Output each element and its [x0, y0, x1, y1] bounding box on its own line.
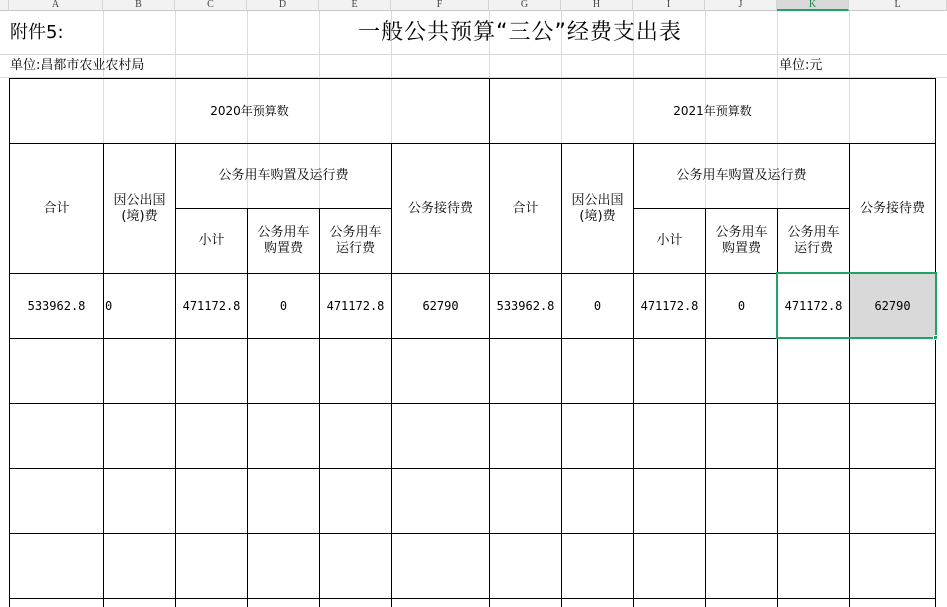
column-header-j[interactable]: J — [705, 0, 777, 11]
header-vehicle-purchase-2021[interactable]: 公务用车购置费 — [715, 225, 768, 256]
header-overseas-2021[interactable]: 因公出国(境)费 — [571, 192, 624, 224]
page-title[interactable]: 一般公共预算“三公”经费支出表 — [358, 20, 682, 45]
column-header-g[interactable]: G — [489, 0, 561, 11]
header-vehicle-2020[interactable]: 公务用车购置及运行费 — [218, 168, 349, 183]
header-vehicle-operation-2021[interactable]: 公务用车运行费 — [787, 225, 840, 256]
column-header-d[interactable]: D — [247, 0, 319, 11]
column-header-f[interactable]: F — [391, 0, 489, 11]
cell-vehicle-purchase-2020[interactable]: 0 — [279, 299, 288, 313]
header-vehicle-purchase-2020[interactable]: 公务用车购置费 — [257, 225, 310, 256]
cell-reception-2021[interactable]: 62790 — [874, 299, 911, 313]
header-total-2021[interactable]: 合计 — [512, 200, 539, 216]
column-header-i[interactable]: I — [633, 0, 705, 11]
year-2020-header[interactable]: 2020年预算数 — [210, 104, 289, 118]
attachment-label[interactable]: 附件5: — [10, 22, 64, 43]
year-2021-header[interactable]: 2021年预算数 — [673, 104, 752, 118]
select-all-corner[interactable] — [0, 0, 9, 11]
column-header-a[interactable]: A — [9, 0, 103, 11]
header-reception-2021[interactable]: 公务接待费 — [859, 200, 925, 216]
column-header-l[interactable]: L — [849, 0, 947, 11]
column-header-k[interactable]: K — [777, 0, 849, 11]
cell-vehicle-purchase-2021[interactable]: 0 — [737, 299, 746, 313]
column-header-c[interactable]: C — [175, 0, 247, 11]
header-vehicle-2021[interactable]: 公务用车购置及运行费 — [676, 168, 807, 183]
column-header-b[interactable]: B — [103, 0, 175, 11]
header-vehicle-operation-2020[interactable]: 公务用车运行费 — [329, 225, 382, 256]
column-header-h[interactable]: H — [561, 0, 633, 11]
cell-vehicle-operation-2021[interactable]: 471172.8 — [784, 299, 843, 313]
cell-overseas-2021[interactable]: 0 — [593, 299, 602, 313]
cell-reception-2020[interactable]: 62790 — [422, 299, 459, 313]
header-subtotal-2021[interactable]: 小计 — [656, 233, 683, 248]
header-overseas-2020[interactable]: 因公出国(境)费 — [113, 192, 166, 224]
cell-total-2020[interactable]: 533962.8 — [27, 299, 86, 313]
column-header-e[interactable]: E — [319, 0, 391, 11]
cell-overseas-2020[interactable]: 0 — [105, 299, 113, 313]
cell-vehicle-operation-2020[interactable]: 471172.8 — [326, 299, 385, 313]
cell-total-2021[interactable]: 533962.8 — [496, 299, 555, 313]
cell-subtotal-2021[interactable]: 471172.8 — [640, 299, 699, 313]
unit-currency[interactable]: 单位:元 — [779, 58, 823, 73]
fill-handle[interactable] — [933, 335, 938, 340]
header-subtotal-2020[interactable]: 小计 — [198, 233, 225, 248]
header-reception-2020[interactable]: 公务接待费 — [407, 200, 473, 216]
cell-subtotal-2020[interactable]: 471172.8 — [182, 299, 241, 313]
header-total-2020[interactable]: 合计 — [43, 200, 70, 216]
unit-organization[interactable]: 单位:昌都市农业农村局 — [10, 58, 145, 73]
